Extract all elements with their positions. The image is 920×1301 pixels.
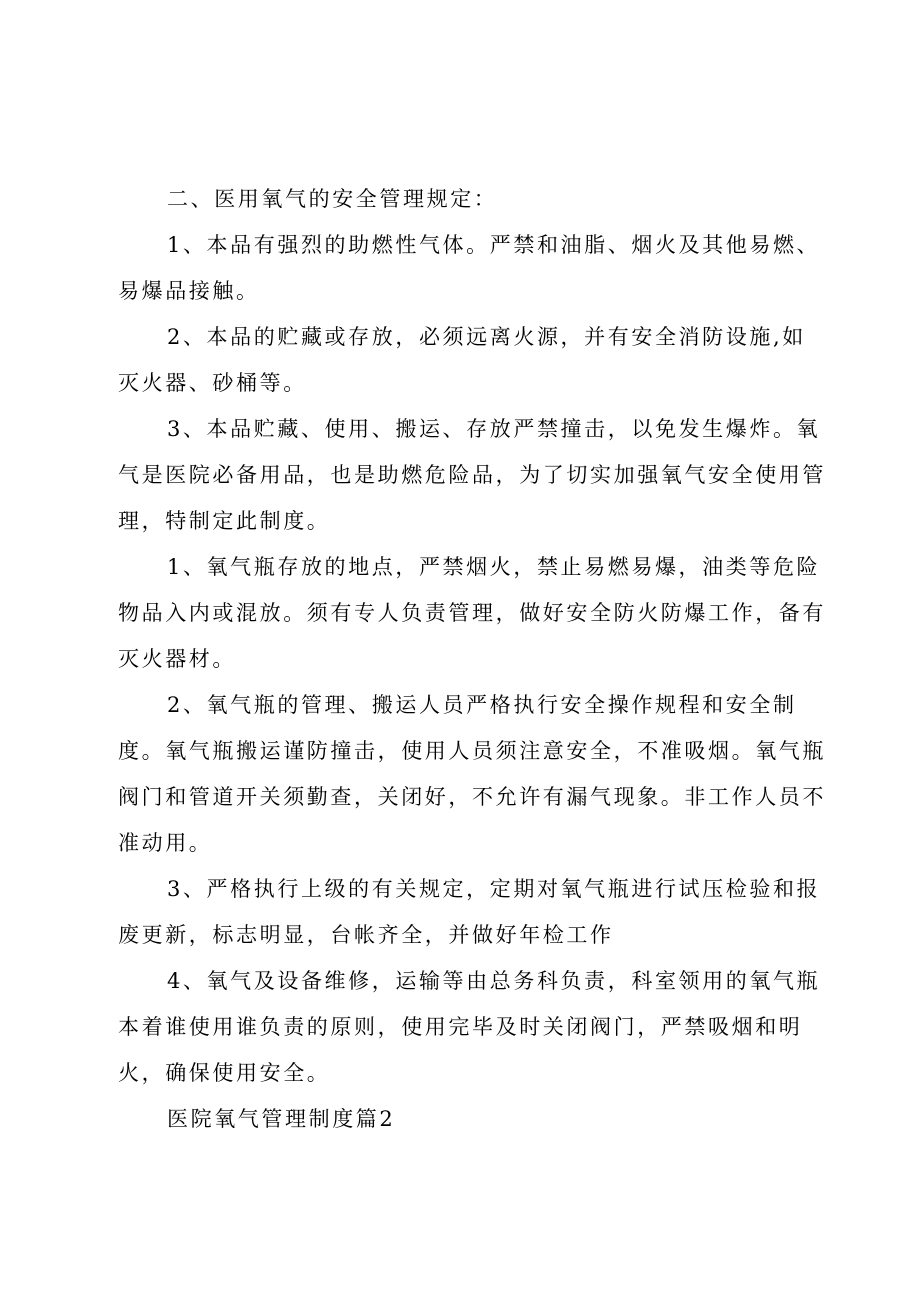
paragraph: 1、本品有强烈的助燃性气体。严禁和油脂、烟火及其他易燃、易爆品接触。 [118,233,821,303]
paragraph: 2、氧气瓶的管理、搬运人员严格执行安全操作规程和安全制度。氧气瓶搬运谨防撞击，使用人员须注意安全，不准吸烟。氧气瓶阀门和管道开关须勤查，关闭好，不允许有漏气现象。非工作人员不准动用。 [118,693,826,855]
paragraph: 3、本品贮藏、使用、搬运、存放严禁撞击，以免发生爆炸。氧气是医院必备用品，也是助燃危险品，为了切实加强氧气安全使用管理，特制定此制度。 [118,417,826,533]
section-heading: 二、医用氧气的安全管理规定： [167,187,498,211]
paragraph: 2、本品的贮藏或存放，必须远离火源，并有安全消防设施,如灭火器、砂桶等。 [118,325,806,395]
document-body [118,176,828,1142]
paragraph: 3、严格执行上级的有关规定，定期对氧气瓶进行试压检验和报废更新，标志明显，台帐齐全，并做好年检工作 [118,877,821,947]
section-title: 医院氧气管理制度篇2 [167,1107,396,1131]
paragraph: 4、氧气及设备维修，运输等由总务科负责，科室领用的氧气瓶本着谁使用谁负责的原则，使用完毕及时关闭阀门，严禁吸烟和明火，确保使用安全。 [118,969,821,1085]
paragraph: 1、氧气瓶存放的地点，严禁烟火，禁止易燃易爆，油类等危险物品入内或混放。须有专人负责管理，做好安全防火防爆工作，备有灭火器材。 [118,555,826,671]
